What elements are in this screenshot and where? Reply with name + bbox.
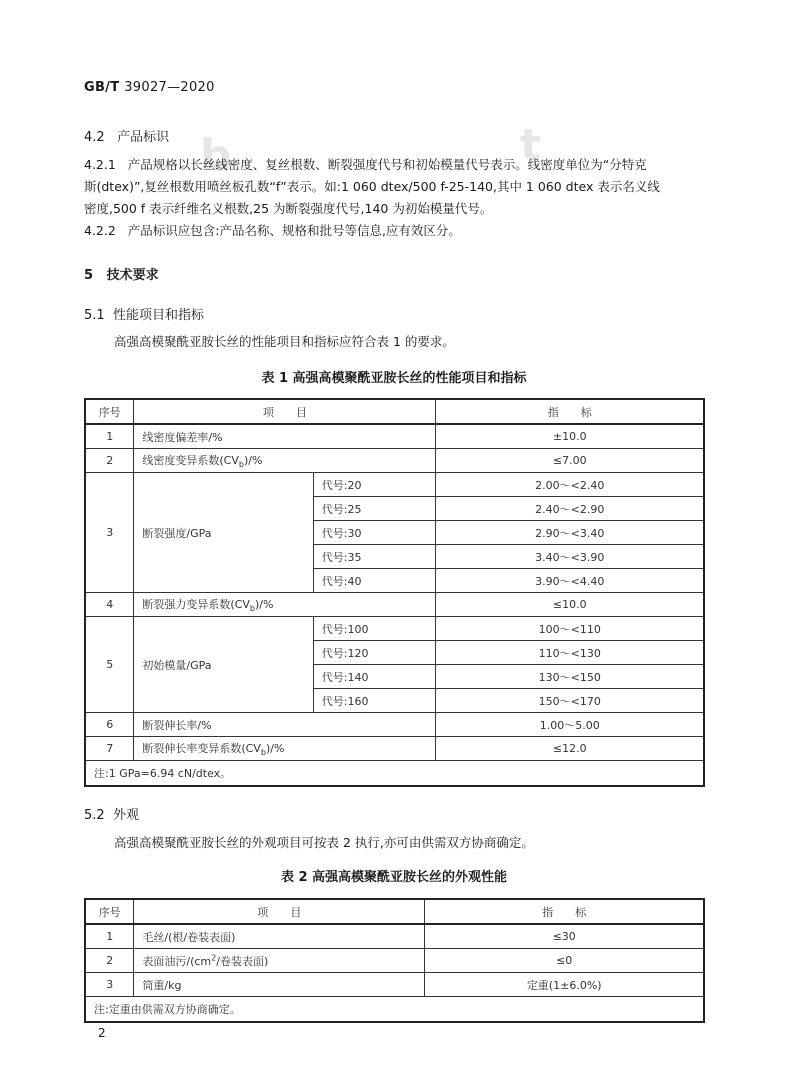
table-row [85, 713, 704, 737]
paragraph-4-2-2 [84, 220, 724, 242]
table-row [85, 737, 704, 761]
paragraph-line [84, 154, 724, 176]
section-number: 5 [84, 268, 94, 283]
section-4-2-heading [84, 126, 169, 145]
sub-code: 代号:25 [313, 497, 436, 521]
row-value: ≤30 [425, 924, 704, 949]
item-subscript: b [238, 460, 244, 470]
section-title: 技术要求 [106, 268, 159, 283]
section-number: 5.2 [84, 808, 105, 823]
sub-value: 110～<130 [436, 641, 704, 665]
paragraph-line: 斯(dtex)”,复丝根数用喷丝板孔数“f”表示。如:1 060 dtex/500 f-25-140,其中 1 060 dtex 表示名义线 [84, 179, 660, 194]
sub-value: 150～<170 [436, 689, 704, 713]
row-item: 毛丝/(根/卷装表面) [134, 924, 425, 949]
watermark-left: b [200, 130, 232, 181]
sub-value: 2.00～<2.40 [436, 473, 704, 497]
sub-value: 130～<150 [436, 665, 704, 689]
item-text-tail: /卷装表面) [216, 954, 269, 968]
section-5-2-heading [84, 804, 139, 823]
column-header-item: 项 目 [134, 899, 425, 924]
sub-value: 2.90～<3.40 [436, 521, 704, 545]
table-row [85, 473, 704, 497]
table-1 [84, 398, 705, 787]
column-header-item: 项 目 [134, 399, 436, 424]
item-text: 断裂强力变异系数(CV [142, 597, 250, 611]
item-text: 表面油污/(cm [142, 954, 212, 968]
item-text-tail: )/% [265, 741, 285, 755]
table-row [85, 617, 704, 641]
row-item [134, 593, 436, 617]
row-number: 6 [85, 713, 134, 737]
row-item: 断裂强度/GPa [134, 473, 313, 593]
row-number: 2 [85, 949, 134, 973]
sub-code: 代号:30 [313, 521, 436, 545]
item-subscript: b [249, 604, 255, 614]
item-text: 线密度变异系数(CV [142, 453, 239, 467]
paragraph-line: 密度,500 f 表示纤维名义根数,25 为断裂强度代号,140 为初始模量代号。 [84, 201, 493, 216]
sub-code: 代号:100 [313, 617, 436, 641]
table-row [85, 449, 704, 473]
clause-text: 产品标识应包含:产品名称、规格和批号等信息,应有效区分。 [127, 223, 461, 238]
sub-code: 代号:20 [313, 473, 436, 497]
row-value: ≤10.0 [436, 593, 704, 617]
sub-code: 代号:40 [313, 569, 436, 593]
table-1-caption: 表 1 高强高模聚酰亚胺长丝的性能项目和指标 [261, 371, 527, 386]
row-number: 4 [85, 593, 134, 617]
column-header-index: 指 标 [425, 899, 704, 924]
page-number: 2 [98, 1026, 106, 1040]
row-number: 7 [85, 737, 134, 761]
clause-text: 产品规格以长丝线密度、复丝根数、断裂强度代号和初始模量代号表示。线密度单位为“分特克 [127, 157, 647, 172]
section-5-1-intro: 高强高模聚酰亚胺长丝的性能项目和指标应符合表 1 的要求。 [114, 334, 455, 349]
section-title: 产品标识 [117, 130, 170, 145]
standard-prefix: GB/T [84, 80, 120, 95]
watermark-right: t [520, 120, 542, 171]
row-item: 筒重/kg [134, 973, 425, 997]
section-title: 性能项目和指标 [112, 308, 204, 323]
item-superscript: 2 [211, 952, 217, 962]
item-subscript: b [260, 748, 266, 758]
sub-value: 3.90～<4.40 [436, 569, 704, 593]
row-value: ≤12.0 [436, 737, 704, 761]
paragraph-4-2-1 [84, 154, 724, 220]
clause-number: 4.2.1 [84, 157, 116, 172]
section-title: 外观 [112, 808, 139, 823]
row-item: 断裂伸长率/% [134, 713, 436, 737]
sub-code: 代号:140 [313, 665, 436, 689]
sub-code: 代号:160 [313, 689, 436, 713]
row-number: 1 [85, 924, 134, 949]
row-value: 1.00～5.00 [436, 713, 704, 737]
row-number: 3 [85, 973, 134, 997]
table-note: 注:定重由供需双方协商确定。 [85, 997, 704, 1023]
table-row [85, 973, 704, 997]
item-text-tail: )/% [254, 597, 274, 611]
row-item [134, 737, 436, 761]
row-item [134, 449, 436, 473]
row-value: ±10.0 [436, 424, 704, 449]
standard-number [84, 80, 215, 95]
section-5-1-heading [84, 304, 204, 323]
row-value: ≤7.00 [436, 449, 704, 473]
sub-code: 代号:120 [313, 641, 436, 665]
row-number: 1 [85, 424, 134, 449]
table-2-caption: 表 2 高强高模聚酰亚胺长丝的外观性能 [280, 870, 508, 885]
row-number: 3 [85, 473, 134, 593]
item-text: 断裂伸长率变异系数(CV [142, 741, 261, 755]
table-row [85, 924, 704, 949]
row-value: 定重(1±6.0%) [425, 973, 704, 997]
section-5-heading [84, 264, 159, 283]
sub-code: 代号:35 [313, 545, 436, 569]
standard-code: 39027—2020 [124, 80, 215, 95]
column-header-no: 序号 [85, 899, 134, 924]
sub-value: 100～<110 [436, 617, 704, 641]
column-header-index: 指 标 [436, 399, 704, 424]
section-number: 5.1 [84, 308, 105, 323]
row-item: 线密度偏差率/% [134, 424, 436, 449]
section-number: 4.2 [84, 130, 105, 145]
sub-value: 2.40～<2.90 [436, 497, 704, 521]
row-number: 5 [85, 617, 134, 713]
section-5-2-intro: 高强高模聚酰亚胺长丝的外观项目可按表 2 执行,亦可由供需双方协商确定。 [114, 835, 534, 850]
table-2 [84, 898, 705, 1023]
table-note: 注:1 GPa=6.94 cN/dtex。 [85, 761, 704, 787]
column-header-no: 序号 [85, 399, 134, 424]
table-row [85, 424, 704, 449]
table-row [85, 949, 704, 973]
clause-number: 4.2.2 [84, 223, 116, 238]
row-number: 2 [85, 449, 134, 473]
row-value: ≤0 [425, 949, 704, 973]
table-row [85, 593, 704, 617]
sub-value: 3.40～<3.90 [436, 545, 704, 569]
row-item: 初始模量/GPa [134, 617, 313, 713]
item-text-tail: )/% [243, 453, 263, 467]
row-item [134, 949, 425, 973]
table-note-row [85, 997, 704, 1023]
table-note-row [85, 761, 704, 787]
